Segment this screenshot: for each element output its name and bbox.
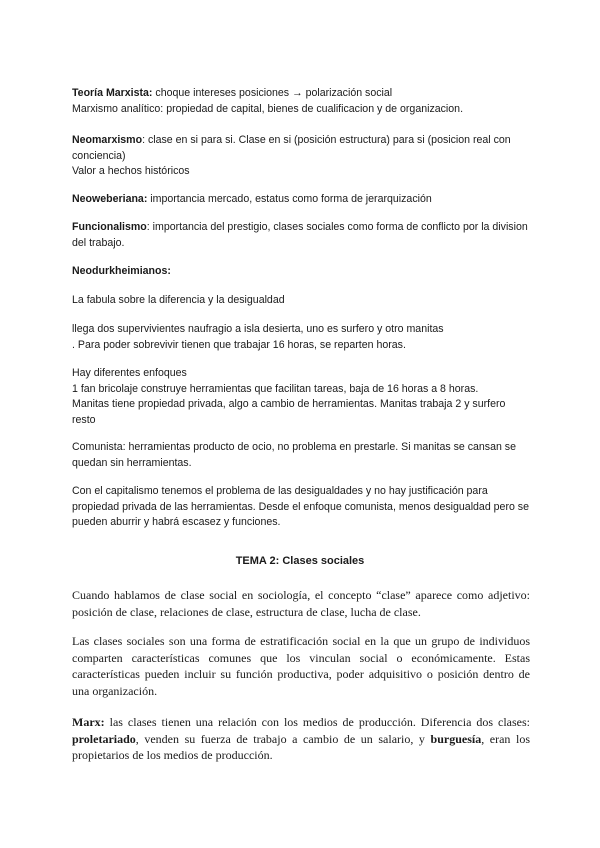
line [72,192,532,208]
term-teoria-marxista: Teoría Marxista: [72,87,153,99]
paragraph-fabula [72,322,532,353]
marx-text-1: las clases tienen una relación con los medios de producción. Diferencia dos clases: [104,715,530,729]
fabula-title-text: La fabula sobre la diferencia y la desigualdad [72,294,285,306]
text-neomarxismo: : clase en si para si. Clase en si (posición estructura) para si (posicion real con conciencia) [72,134,511,162]
term-funcionalismo: Funcionalismo [72,221,147,233]
line [72,86,532,102]
text-marxismo-analitico: Marxismo analítico: propiedad de capital, bienes de cualificacion y de organizacion. [72,102,464,115]
paragraph-tema2-intro [72,587,530,620]
fabula-line-2: . Para poder sobrevivir tienen que trabajar 16 horas, se reparten horas. [72,338,406,351]
paragraph-neodurkheimianos [72,264,532,280]
term-marx: Marx: [72,715,105,729]
tema2-heading: TEMA 2: Clases sociales [235,555,365,567]
text-funcionalismo: : importancia del prestigio, clases sociales como forma de conflicto por la division del trabajo. [72,221,528,249]
paragraph-capitalismo [72,484,530,531]
marx-text [72,714,530,764]
text-teoria-marxista: choque intereses posiciones → polarización social [152,87,393,99]
paragraph-tema2-definicion [72,633,530,699]
term-neoweberiana: Neoweberiana: [72,193,148,205]
tema2-definicion-text: Las clases sociales son una forma de estratificación social en la que un grupo de individuos comparten características comunes que los vinculan social o económicamente. Estas características pueden incluir su función productiva, poder adquisitivo o posición dentro de una organización. [72,634,530,698]
term-neodurkheimianos: Neodurkheimianos: [72,265,171,277]
paragraph-teoria-marxista [72,86,532,117]
marx-text-3: , eran los propietarios de los medios de producción. [72,731,530,763]
line [72,133,530,164]
paragraph-neomarxismo [72,133,530,180]
capitalismo-text: Con el capitalismo tenemos el problema de las desigualdades y no hay justificación para propiedad privada de las herramientas. Desde el enfoque comunista, menos desigualdad pero se pueden aburrir y habrá escasez y funciones. [72,485,529,528]
marx-text-2: , venden su fuerza de trabajo a cambio de un salario, y [135,731,431,746]
paragraph-neoweberiana [72,192,532,208]
term-proletariado: proletariado [72,731,136,746]
text-valor-hechos: Valor a hechos históricos [72,165,190,177]
comunista-text: Comunista: herramientas producto de ocio, no problema en prestarle. Si manitas se cansan se quedan sin herramientas. [72,441,516,469]
enfoques-line-3: Manitas tiene propiedad privada, algo a cambio de herramientas. Manitas trabaja 2 y surfero resto [72,398,506,426]
term-neomarxismo: Neomarxismo [72,134,143,146]
paragraph-funcionalismo [72,220,530,251]
enfoques-line-1: Hay diferentes enfoques [72,367,187,379]
paragraph-enfoques [72,366,530,428]
fabula-title [72,293,532,309]
text-neoweberiana: importancia mercado, estatus como forma de jerarquización [147,193,432,205]
enfoques-line-2: 1 fan bricolaje construye herramientas que facilitan tareas, baja de 16 horas a 8 horas. [72,382,479,395]
paragraph-marx [72,714,530,764]
fabula-line-1: llega dos supervivientes naufragio a isla desierta, uno es surfero y otro manitas [72,323,444,335]
term-burguesia: burguesía [430,731,482,746]
tema2-intro-text: Cuando hablamos de clase social en sociología, el concepto “clase” aparece como adjetivo: posición de clase, relaciones de clase, estructura de clase, lucha de clase. [72,588,530,619]
line [72,220,530,251]
paragraph-comunista [72,440,530,471]
